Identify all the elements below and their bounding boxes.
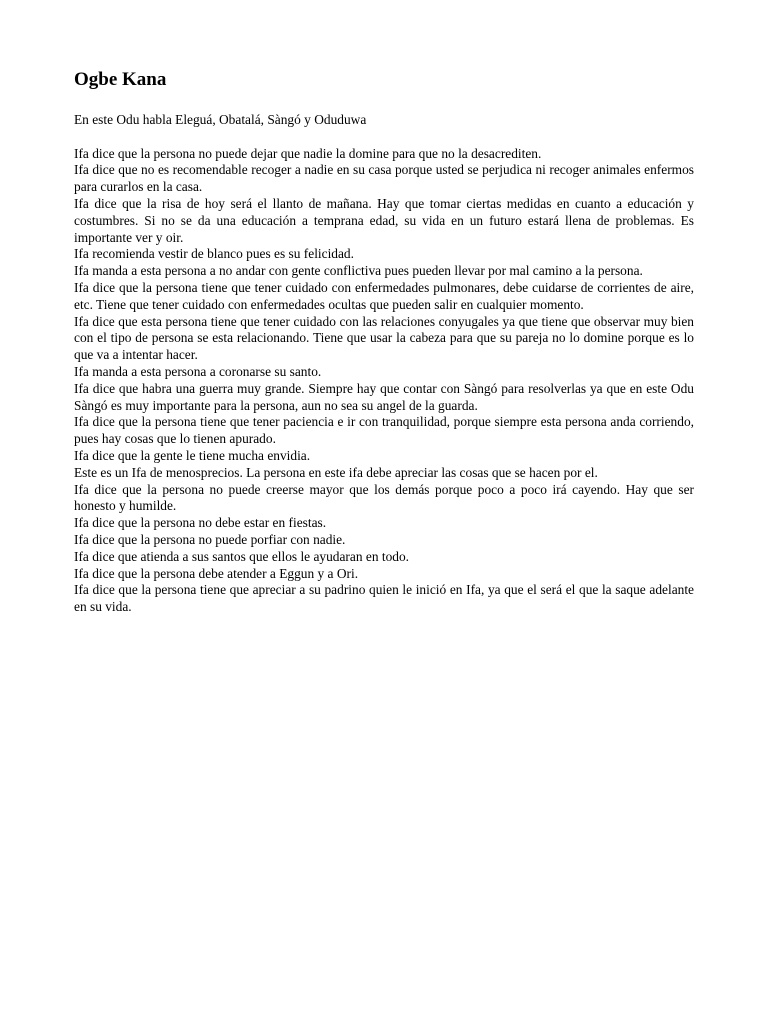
paragraph: Ifa dice que la persona debe atender a Eggun y a Ori. <box>74 565 359 581</box>
paragraph: Ifa dice que la persona no debe estar en fiestas. <box>74 515 327 531</box>
document-subtitle: En este Odu habla Eleguá, Obatalá, Sàngó y Oduduwa <box>74 112 367 127</box>
paragraph: Ifa dice que la persona tiene que apreciar a su padrino quien le inició en Ifa, ya que el será el que la saque adelante en su vida. <box>74 582 694 615</box>
paragraph: Ifa dice que la risa de hoy será el llanto de mañana. Hay que tomar ciertas medidas en cuanto a educación y costumbres. Si no se da una educación a temprana edad, su vida en un futuro estará llena de problemas. Es importante ver y oir. <box>74 195 694 245</box>
document-title: Ogbe Kana <box>74 69 167 90</box>
paragraph: Ifa dice que la persona no puede dejar que nadie la domine para que no la desacrediten. <box>74 145 542 161</box>
paragraph: Ifa dice que habra una guerra muy grande. Siempre hay que contar con Sàngó para resolverlas ya que en este Odu Sàngó es muy importante para la persona, aun no sea su angel de la guarda. <box>74 380 694 413</box>
paragraph: Ifa dice que la gente le tiene mucha envidia. <box>74 447 311 463</box>
paragraph: Ifa dice que esta persona tiene que tener cuidado con las relaciones conyugales ya que tiene que observar muy bien con el tipo de persona se esta relacionando. Tiene que usar la cabeza para que su pareja no lo domine porque es lo que va a intentar hacer. <box>74 313 694 363</box>
paragraph: Ifa dice que atienda a sus santos que ellos le ayudaran en todo. <box>74 548 410 564</box>
paragraph: Este es un Ifa de menosprecios. La persona en este ifa debe apreciar las cosas que se hacen por el. <box>74 464 598 480</box>
paragraph: Ifa dice que la persona no puede creerse mayor que los demás porque poco a poco irá cayendo. Hay que ser honesto y humilde. <box>74 481 694 514</box>
document-page <box>74 68 694 616</box>
paragraph: Ifa dice que la persona no puede porfiar con nadie. <box>74 531 346 547</box>
paragraph: Ifa dice que la persona tiene que tener cuidado con enfermedades pulmonares, debe cuidarse de corrientes de aire, etc. Tiene que tener cuidado con enfermedades ocultas que pueden salir en cualquier momento. <box>74 279 694 312</box>
paragraph: Ifa dice que no es recomendable recoger a nadie en su casa porque usted se perjudica ni recoger animales enfermos para curarlos en la casa. <box>74 162 694 195</box>
paragraph: Ifa recomienda vestir de blanco pues es su felicidad. <box>74 246 354 262</box>
paragraph: Ifa dice que la persona tiene que tener paciencia e ir con tranquilidad, porque siempre esta persona anda corriendo, pues hay cosas que lo tienen apurado. <box>74 414 694 447</box>
paragraph: Ifa manda a esta persona a no andar con gente conflictiva pues pueden llevar por mal camino a la persona. <box>74 263 643 279</box>
paragraph: Ifa manda a esta persona a coronarse su santo. <box>74 363 322 379</box>
document-body <box>74 146 694 616</box>
